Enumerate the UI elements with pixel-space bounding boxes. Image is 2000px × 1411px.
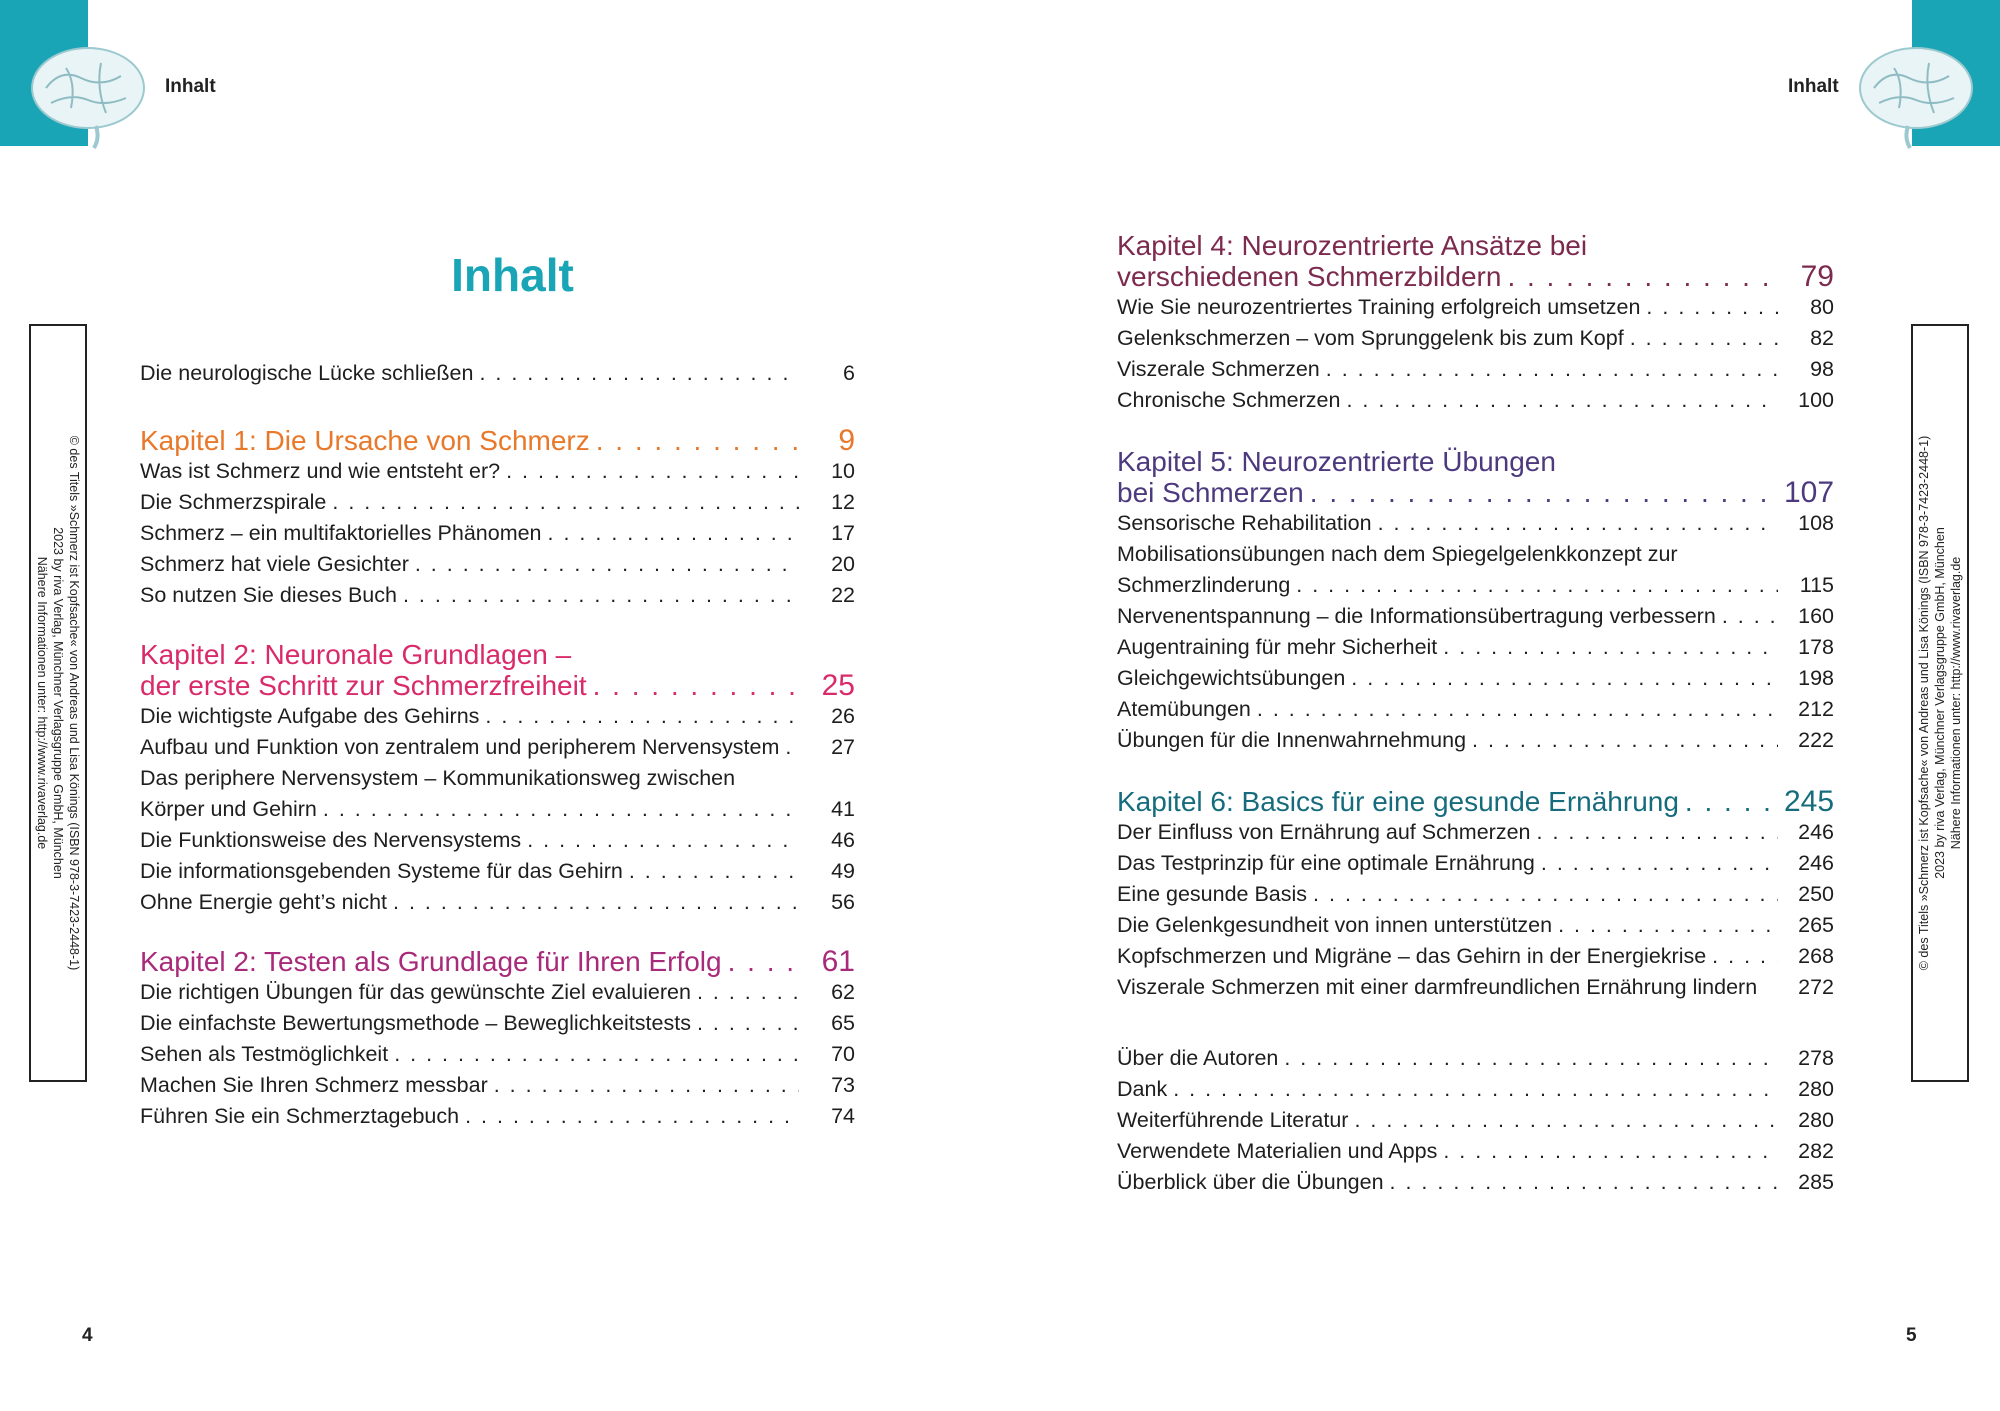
copyright-box-left: [29, 324, 87, 1082]
toc-entry[interactable]: Die richtigen Übungen für das gewünschte Ziel evaluieren . . . 62: [140, 977, 855, 1008]
toc-entry[interactable]: Das periphere Nervensystem – Kommunikationsweg zwischen Körper und Gehirn . . . 41: [140, 763, 855, 825]
copyright-line: Nähere Informationen unter: http://www.rivaverlag.de: [35, 556, 49, 850]
toc-entry[interactable]: Kopfschmerzen und Migräne – das Gehirn in der Energiekrise . . . 268: [1117, 941, 1834, 972]
toc-entry[interactable]: Übungen für die Innenwahrnehmung . . . 222: [1117, 725, 1834, 756]
toc-entry[interactable]: Die Gelenkgesundheit von innen unterstützen . . . 265: [1117, 910, 1834, 941]
toc-entry[interactable]: Schmerz hat viele Gesichter . . . 20: [140, 549, 855, 580]
toc-entry[interactable]: Die neurologische Lücke schließen . . . 6: [140, 358, 855, 389]
toc-entry[interactable]: Chronische Schmerzen . . . 100: [1117, 385, 1834, 416]
copyright-line: © des Titels »Schmerz ist Kopfsache« von Andreas und Lisa Könings (ISBN 978-3-7423-2448-1): [1917, 435, 1931, 971]
toc-entry[interactable]: Gleichgewichtsübungen . . . 198: [1117, 663, 1834, 694]
toc-entry[interactable]: Nervenentspannung – die Informationsübertragung verbessern . . . 160: [1117, 601, 1834, 632]
page-number-right: 5: [1906, 1325, 1917, 1346]
copyright-line: © des Titels »Schmerz ist Kopfsache« von Andreas und Lisa Könings (ISBN 978-3-7423-2448-1): [67, 435, 81, 971]
toc-entry[interactable]: Über die Autoren . . . 278: [1117, 1043, 1834, 1074]
copyright-line: 2023 by riva Verlag, Münchner Verlagsgruppe GmbH, München: [51, 527, 65, 879]
toc-entry[interactable]: Dank . . . 280: [1117, 1074, 1834, 1105]
chapter-2-heading[interactable]: Kapitel 2: Neuronale Grundlagen – der erste Schritt zur Schmerzfreiheit . . . 25: [140, 639, 855, 701]
toc-entry[interactable]: Überblick über die Übungen . . . 285: [1117, 1167, 1834, 1198]
chapter-6-heading[interactable]: Kapitel 6: Basics für eine gesunde Ernährung . . . 245: [1117, 786, 1834, 817]
copyright-box-right: [1911, 324, 1969, 1082]
toc-entry[interactable]: Sensorische Rehabilitation . . . 108: [1117, 508, 1834, 539]
toc-entry[interactable]: Viszerale Schmerzen . . . 98: [1117, 354, 1834, 385]
toc-entry[interactable]: Schmerz – ein multifaktorielles Phänomen . . . 17: [140, 518, 855, 549]
toc-entry[interactable]: Ohne Energie geht’s nicht . . . 56: [140, 887, 855, 918]
toc-entry[interactable]: Weiterführende Literatur . . . 280: [1117, 1105, 1834, 1136]
running-head-left: Inhalt: [165, 76, 216, 97]
toc-entry[interactable]: Gelenkschmerzen – vom Sprunggelenk bis zum Kopf . . . 82: [1117, 323, 1834, 354]
toc-entry[interactable]: Die einfachste Bewertungsmethode – Beweglichkeitstests . . . 65: [140, 1008, 855, 1039]
toc-entry[interactable]: Die informationsgebenden Systeme für das Gehirn . . . 49: [140, 856, 855, 887]
toc-entry[interactable]: Aufbau und Funktion von zentralem und peripherem Nervensystem . . . 27: [140, 732, 855, 763]
copyright-line: 2023 by riva Verlag, Münchner Verlagsgruppe GmbH, München: [1933, 527, 1947, 879]
toc-entry[interactable]: Sehen als Testmöglichkeit . . . 70: [140, 1039, 855, 1070]
toc-entry[interactable]: Die Funktionsweise des Nervensystems . . . 46: [140, 825, 855, 856]
toc-entry[interactable]: Mobilisationsübungen nach dem Spiegelgelenkkonzept zur Schmerzlinderung . . . 115: [1117, 539, 1834, 601]
toc-entry[interactable]: Das Testprinzip für eine optimale Ernährung . . . 246: [1117, 848, 1834, 879]
toc-entry[interactable]: Die Schmerzspirale . . . 12: [140, 487, 855, 518]
chapter-3-heading[interactable]: Kapitel 2: Testen als Grundlage für Ihren Erfolg . . . 61: [140, 946, 855, 977]
toc-entry[interactable]: Machen Sie Ihren Schmerz messbar . . . 73: [140, 1070, 855, 1101]
toc-left: [140, 358, 855, 1132]
toc-entry[interactable]: Eine gesunde Basis . . . 250: [1117, 879, 1834, 910]
brain-icon: [26, 38, 150, 150]
chapter-5-heading[interactable]: Kapitel 5: Neurozentrierte Übungen bei Schmerzen . . . 107: [1117, 446, 1834, 508]
toc-entry[interactable]: So nutzen Sie dieses Buch . . . 22: [140, 580, 855, 611]
toc-entry[interactable]: Führen Sie ein Schmerztagebuch . . . 74: [140, 1101, 855, 1132]
running-head-right: Inhalt: [1788, 76, 1839, 97]
chapter-1-heading[interactable]: Kapitel 1: Die Ursache von Schmerz . . . 9: [140, 425, 855, 456]
chapter-4-heading[interactable]: Kapitel 4: Neurozentrierte Ansätze bei verschiedenen Schmerzbildern . . . 79: [1117, 230, 1834, 292]
page-number-left: 4: [82, 1325, 93, 1346]
toc-entry[interactable]: Atemübungen . . . 212: [1117, 694, 1834, 725]
toc-entry[interactable]: Verwendete Materialien und Apps . . . 282: [1117, 1136, 1834, 1167]
toc-right: [1117, 230, 1834, 1198]
copyright-line: Nähere Informationen unter: http://www.rivaverlag.de: [1949, 556, 1963, 850]
toc-entry[interactable]: Die wichtigste Aufgabe des Gehirns . . . 26: [140, 701, 855, 732]
toc-entry[interactable]: Augentraining für mehr Sicherheit . . . 178: [1117, 632, 1834, 663]
toc-entry[interactable]: Der Einfluss von Ernährung auf Schmerzen . . . 246: [1117, 817, 1834, 848]
toc-entry[interactable]: Wie Sie neurozentriertes Training erfolgreich umsetzen . . . 80: [1117, 292, 1834, 323]
brain-icon: [1854, 38, 1978, 150]
toc-entry[interactable]: Viszerale Schmerzen mit einer darmfreundlichen Ernährung lindern 272: [1117, 975, 1834, 999]
page-title: Inhalt: [451, 249, 574, 301]
toc-entry[interactable]: Was ist Schmerz und wie entsteht er? . . . 10: [140, 456, 855, 487]
